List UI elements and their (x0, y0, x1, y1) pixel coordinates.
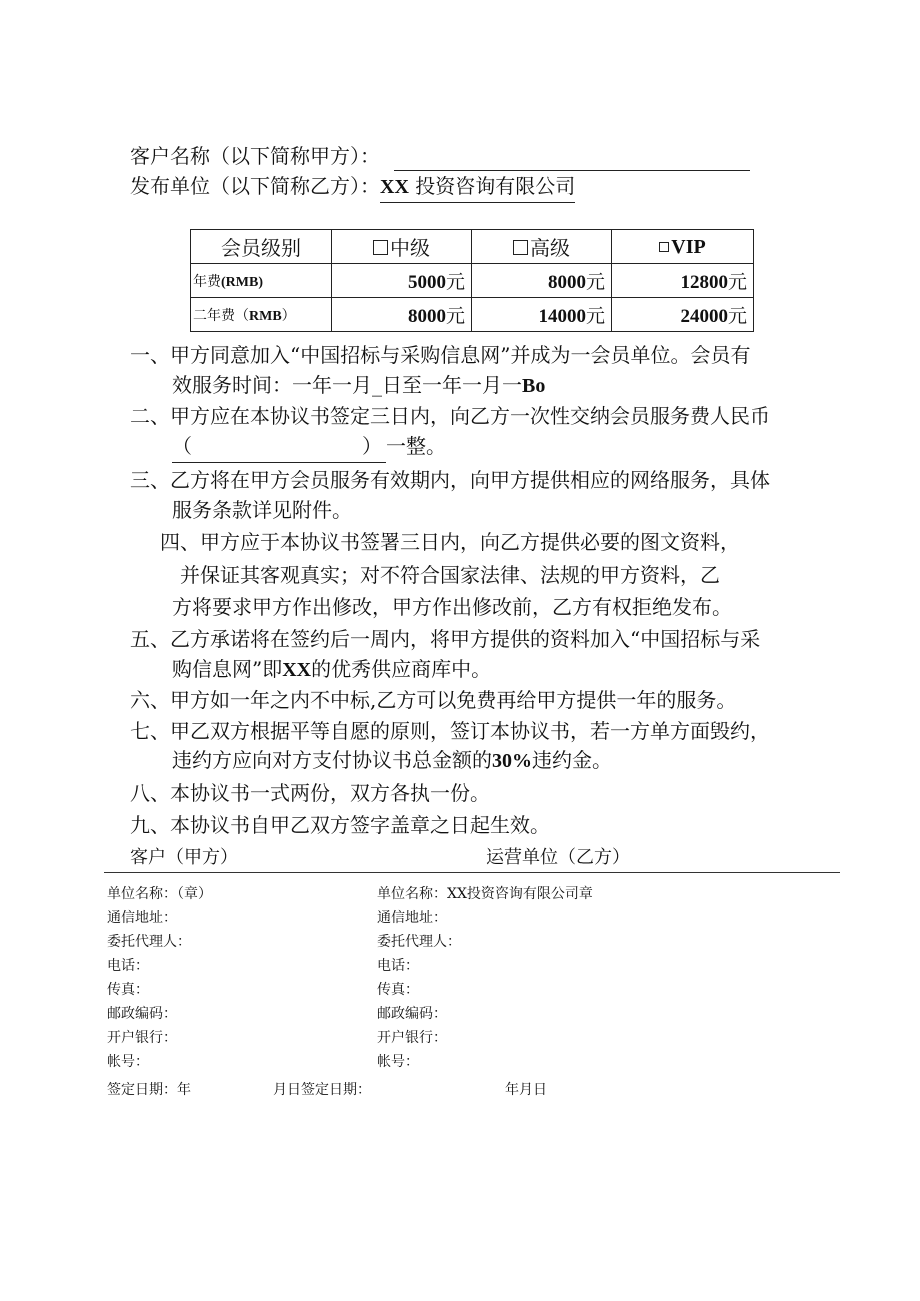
checkbox-advanced[interactable] (513, 240, 528, 255)
annual-fee-advanced: 8000元 (472, 264, 612, 298)
clause-4-line-2: 并保证其客观真实；对不符合国家法律、法规的甲方资料，乙 (180, 563, 720, 587)
party-b-title: 运营单位（乙方） (486, 847, 630, 868)
clause-7-line-2: 违约方应向对方支付协议书总金额的30%违约金。 (172, 748, 612, 772)
clause-7-line-1: 七、甲乙双方根据平等自愿的原则，签订本协议书，若一方单方面毁约， (130, 719, 770, 743)
sign-date-right[interactable]: 年月日 (505, 1082, 547, 1098)
level-vip[interactable]: VIP (612, 230, 754, 264)
clause-1-line-2: 效服务时间：一年一月_日至一年一月一Bo (172, 373, 546, 397)
party-a-fax[interactable]: 传真： (107, 982, 149, 998)
annual-fee-intermediate: 5000元 (332, 264, 472, 298)
publisher-prefix: XX (380, 176, 409, 198)
party-a-postcode[interactable]: 邮政编码： (107, 1006, 177, 1022)
party-b-fields (377, 883, 593, 1075)
checkbox-vip[interactable] (659, 242, 669, 252)
clause-4-line-1: 四、甲方应于本协议书签署三日内，向乙方提供必要的图文资料， (160, 530, 740, 554)
party-b-postcode[interactable]: 邮政编码： (377, 1006, 447, 1022)
party-a-agent[interactable]: 委托代理人： (107, 934, 191, 950)
signature-divider (104, 872, 840, 873)
publisher-label: 发布单位（以下简称乙方）： (130, 174, 380, 198)
party-a-phone[interactable]: 电话： (107, 958, 149, 974)
annual-fee-label: 年费(RMB) (191, 264, 332, 298)
level-header: 会员级别 (191, 230, 332, 264)
party-b-fax[interactable]: 传真： (377, 982, 419, 998)
publisher-name (380, 171, 575, 203)
party-a-bank[interactable]: 开户银行： (107, 1030, 177, 1046)
two-year-fee-label: 二年费（RMB） (191, 298, 332, 332)
annual-fee-vip: 12800元 (612, 264, 754, 298)
clause-1-line-1: 一、甲方同意加入“中国招标与采购信息网”并成为一会员单位。会员有 (130, 343, 751, 367)
clause-3-line-1: 三、乙方将在甲方会员服务有效期内，向甲方提供相应的网络服务，具体 (130, 468, 770, 492)
customer-name-line (130, 141, 750, 171)
fee-amount-blank[interactable]: （ ） (172, 430, 386, 463)
party-a-title: 客户（甲方） (130, 847, 238, 868)
publisher-line (130, 171, 575, 203)
party-b-phone[interactable]: 电话： (377, 958, 419, 974)
clause-4-line-3: 方将要求甲方作出修改，甲方作出修改前，乙方有权拒绝发布。 (172, 595, 732, 619)
table-row (191, 264, 754, 298)
party-a-unit-name[interactable]: 单位名称：（章） (107, 886, 212, 902)
clause-2-line-1: 二、甲方应在本协议书签定三日内，向乙方一次性交纳会员服务费人民币 (130, 404, 770, 428)
two-year-fee-vip: 24000元 (612, 298, 754, 332)
table-row (191, 298, 754, 332)
customer-name-blank[interactable] (394, 148, 750, 171)
sign-date-middle[interactable]: 月日签定日期： (273, 1082, 371, 1098)
party-b-bank[interactable]: 开户银行： (377, 1030, 447, 1046)
two-year-fee-advanced: 14000元 (472, 298, 612, 332)
clause-6: 六、甲方如一年之内不中标,乙方可以免费再给甲方提供一年的服务。 (130, 688, 737, 712)
clause-9: 九、本协议书自甲乙双方签字盖章之日起生效。 (130, 813, 550, 837)
party-b-address[interactable]: 通信地址： (377, 910, 447, 926)
clause-5-line-2: 购信息网”即XX的优秀供应商库中。 (172, 657, 492, 681)
party-b-unit-name: 单位名称：XX投资咨询有限公司章 (377, 886, 593, 902)
party-a-address[interactable]: 通信地址： (107, 910, 177, 926)
party-b-account[interactable]: 帐号： (377, 1054, 419, 1070)
clause-8: 八、本协议书一式两份，双方各执一份。 (130, 781, 490, 805)
level-intermediate[interactable]: 中级 (332, 230, 472, 264)
clause-5-line-1: 五、乙方承诺将在签约后一周内，将甲方提供的资料加入“中国招标与采 (130, 627, 761, 651)
publisher-company: 投资咨询有限公司 (415, 174, 576, 198)
sign-date-left[interactable]: 签定日期：年 (107, 1082, 191, 1098)
clause-2-line-2: （ ） 一整。 (172, 430, 446, 463)
membership-fee-table (190, 229, 754, 332)
clause-3-line-2: 服务条款详见附件。 (172, 498, 352, 522)
customer-name-label: 客户名称（以下简称甲方）： (130, 144, 380, 168)
two-year-fee-intermediate: 8000元 (332, 298, 472, 332)
party-a-fields (107, 883, 212, 1075)
party-a-account[interactable]: 帐号： (107, 1054, 149, 1070)
level-advanced[interactable]: 高级 (472, 230, 612, 264)
party-b-agent[interactable]: 委托代理人： (377, 934, 461, 950)
checkbox-intermediate[interactable] (373, 240, 388, 255)
table-header-row (191, 230, 754, 264)
